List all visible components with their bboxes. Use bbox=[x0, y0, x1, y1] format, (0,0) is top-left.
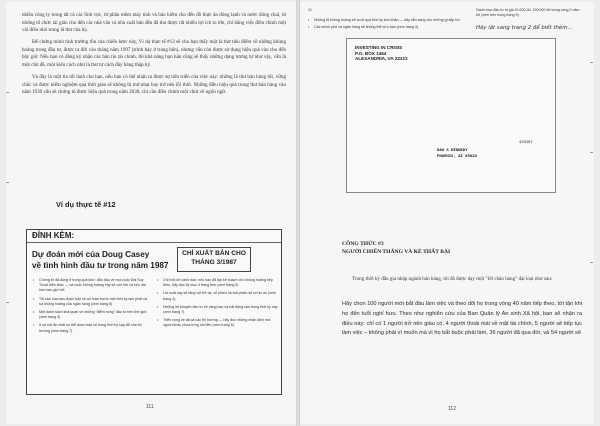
paragraph: Trong thời kỳ đầu gia nhập ngành bán hàng, tôi đã được dạy một "lời chào hàng" đại loại như sau: bbox=[352, 276, 553, 282]
left-page bbox=[6, 2, 296, 424]
recipient-line: DAN S KENNEDY bbox=[437, 147, 468, 152]
list-item: • Chứng tỏ đã đúng ở trong quá khứ: dẫn đầu về mọi cuộc Đại Suy Thoái hiện thực — và cuộc khủng hoảng này sẽ còn lớn và kéo dài hơn bao giờ hết bbox=[33, 278, 151, 294]
box-title bbox=[32, 249, 172, 271]
example-label: Ví dụ thực tế #12 bbox=[56, 200, 116, 209]
page-number: 112 bbox=[448, 406, 456, 412]
handwritten-note: Hãy lật sang trang 2 để biết thêm... bbox=[476, 25, 573, 31]
left-body-text bbox=[22, 12, 286, 101]
return-line: P.O. BOX 1464 bbox=[355, 50, 387, 56]
list-item: • Những lời khuyên đầu tư về vàng bạc và bất động sản trong thời kỳ này (xem trang 7) bbox=[157, 305, 279, 315]
section-heading bbox=[342, 240, 450, 257]
page-number: 111 bbox=[146, 404, 154, 410]
envelope-code: 498387 bbox=[519, 139, 533, 144]
margin-mark bbox=[6, 92, 9, 93]
list-item: • Tài sản của bạn được bảo vệ an toàn trước một thời kỳ lạm phát và sự khủng hoảng của ngân hàng (xem trang 5) bbox=[33, 297, 151, 307]
box-bullet-list bbox=[33, 278, 151, 337]
right-page bbox=[300, 2, 594, 424]
list-item: • 5 cơ hội đề nhất có thể được bảo vệ trong thời kỳ sụp đổ của thị trường (xem trang 7) bbox=[33, 323, 151, 333]
paragraph: Và đây là một tin tốt lành cho bạn, nếu bạn có thể nhận ra được sự tiến triển của việc này: những lá thư bán hàng tốt, vững chắc và được kiểm nghiệm qua thời gian sẽ không bị mờ nhạt hay trở nên lỗi thời. Những điều hiệu quả trong thư bán hàng vào năm 1930 vẫn sẽ chứng tỏ được hiệu quả trong năm 2030, chỉ cần điều chỉnh một chút về ngôn ngữ. bbox=[22, 74, 286, 96]
sample-header-note: Danh mục đầu tư trị giá 10.000 đô: 150.000 đô trong vòng 2 năm tới (xem bên trong trang 9) bbox=[476, 8, 580, 17]
box-header bbox=[27, 230, 281, 243]
issue-stamp bbox=[177, 247, 251, 272]
sample-page-number: 31 bbox=[308, 8, 312, 12]
section-title: NGƯỜI CHIẾN THẮNG VÀ KẺ THẤT BẠI bbox=[342, 249, 451, 256]
margin-mark bbox=[6, 182, 9, 183]
paragraph: nhiều công ty trong tất cả các lĩnh vực, từ phần mềm máy tính và bảo hiểm cho đến đồ thực ăn đóng lạnh và nước đóng chai, từ những tổ chức tài giáo cho đến các nhà văn và nhà xuất bản đều đã thu được rất nhiều lợi ích to lớn, chỉ bằng việc điều chỉnh một vài điều nhỏ trong lá thư của họ. bbox=[22, 12, 286, 34]
stamp-line: THÁNG 3/1987 bbox=[191, 259, 237, 266]
attachment-box bbox=[26, 229, 282, 395]
list-item: • Lời suất vay sẽ tăng vọt trở lại, cổ phiếu và trái phiếu sẽ rơi tự do (xem trang 4) bbox=[157, 291, 279, 301]
margin-mark bbox=[6, 302, 9, 303]
margin-mark bbox=[590, 152, 593, 153]
stamp-line: CHỈ XUẤT BẢN CHO bbox=[182, 250, 246, 257]
list-item: • Một danh sách khả quan về những "điểm nóng" đầu tư trên thế giới (xem trang 3) bbox=[33, 310, 151, 320]
envelope-image bbox=[346, 38, 556, 193]
list-item: • Chỉ một lời cảnh báo: nếu bạn đã lập kế hoạch cho khủng hoảng tiếp theo, hãy đọc kỹ mục 4 trang bên (xem trang 5) bbox=[157, 278, 279, 288]
sample-bullet-list bbox=[308, 18, 468, 32]
list-item: • Những tổ khủng hoảng sẽ vượt qua thời kỳ khó khăn — hãy sẵn sàng cho những gì sắp tới bbox=[308, 18, 468, 23]
envelope-recipient bbox=[437, 147, 477, 158]
return-line: ALEXANDRIA, VA 22313 bbox=[355, 56, 408, 62]
box-bullet-list bbox=[157, 278, 279, 332]
box-header-label: ĐÍNH KÈM: bbox=[32, 231, 75, 240]
box-title-line: Dự đoán mới của Doug Casey bbox=[32, 250, 150, 259]
margin-mark bbox=[590, 62, 593, 63]
right-intro-text bbox=[342, 276, 582, 288]
envelope-return-address bbox=[355, 45, 408, 62]
list-item: • Các chính phủ và ngân hàng sẽ không thể cứu bạn (xem trang 3) bbox=[308, 25, 468, 30]
section-number: CÔNG THỨC #3 bbox=[342, 241, 384, 247]
paragraph: Để chứng minh tính trường tồn của chiến lược này, Ví dụ thực tế #12 sẽ cho bạn thấy một lá thư tiêu điểm về những khủng hoảng trong đầu tư, được ra đời vào tháng năm 1997 (trình bày ở trang bên), nhưng vẫn còn được sử dụng hiệu quả vào cho đến bây giờ. Nếu bạn có đăng ký nhận các bản tin tài chính, thì khả năng bạn hẳn cũng sẽ thấy những dạng tương tự như vậy, vẫn là một chủ đề, một kiểu cách như là thư tư cách đây hàng thập kỷ. bbox=[22, 39, 286, 69]
right-quote-text: Hãy chọn 100 người mới bắt đầu làm việc và theo dõi họ trong vòng 40 năm tiếp theo, tới tận khi họ đến tuổi nghỉ hưu. Theo như nghiên cứu của Ban Quản lý An sinh Xã hội, bạn sẽ nhận ra điều này: chỉ có 1 người trở nên giàu có, 4 người thoải mái về mặt tài chính, 5 người sẽ tiếp tục làm việc – không phải vì muốn mà vì họ bắt buộc phải làm, 36 người đã qua đời, và 54 người sẽ bbox=[342, 301, 582, 337]
list-item: • Triển vọng về tất cả các thị trường — hãy đọc những nhận định mà người khác chưa từng nói đến (xem trang 6) bbox=[157, 318, 279, 328]
box-title-line: về tình hình đầu tư trong năm 1987 bbox=[32, 261, 169, 270]
return-line: INVESTING IN CRISIS bbox=[355, 45, 403, 50]
recipient-line: PHOENIX, AZ 85020 bbox=[437, 152, 477, 158]
margin-mark bbox=[590, 262, 593, 263]
